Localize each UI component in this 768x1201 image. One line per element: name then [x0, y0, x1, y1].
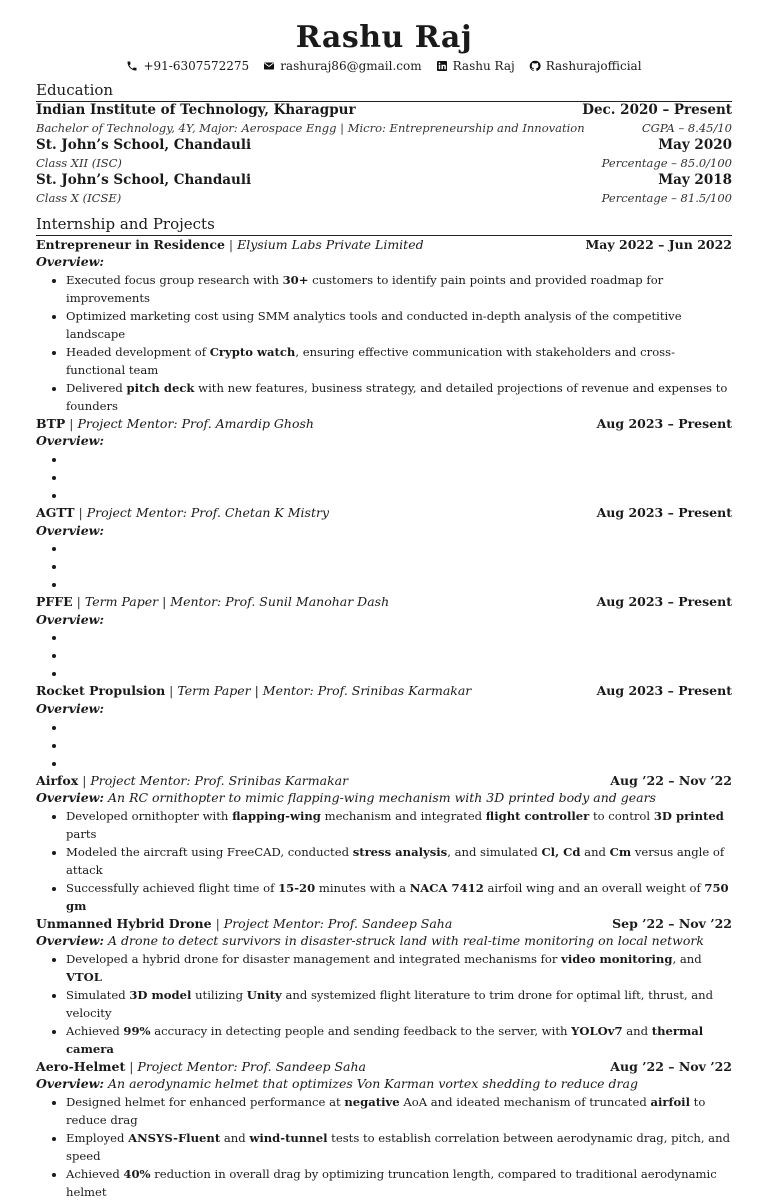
github-text: Rashurajofficial [545, 59, 642, 73]
project-date: Aug 2023 – Present [596, 683, 732, 699]
project-org: Term Paper | Mentor: Prof. Srinibas Karmakar [177, 683, 472, 699]
empty-bullet [66, 718, 732, 736]
edu-detail: Class XII (ISC) [36, 155, 122, 170]
project-date: Aug 2023 – Present [596, 504, 732, 520]
project-title: Unmanned Hybrid Drone [36, 915, 212, 931]
education-entry [36, 137, 732, 172]
edu-score: Percentage – 81.5/100 [601, 190, 732, 205]
bullet-item: • Simulated 3D model utilizing Unity and systemized flight literature to trim drone for optimal lift, thrust, and velocity [66, 986, 732, 1022]
overview-label: Overview: [36, 1076, 105, 1092]
project-org: Project Mentor: Prof. Sandeep Saha [223, 915, 453, 931]
section-projects-heading: Internship and Projects [36, 214, 732, 236]
empty-bullet [66, 486, 732, 504]
overview-text: An aerodynamic helmet that optimizes Von Karman vortex shedding to reduce drag [108, 1076, 638, 1092]
edu-score: Percentage – 85.0/100 [601, 155, 732, 170]
bullet-item: • Headed development of Crypto watch, ensuring effective communication with stakeholders and cross-functional team [66, 343, 732, 379]
empty-bullet [66, 539, 732, 557]
project-org: Project Mentor: Prof. Chetan K Mistry [86, 504, 330, 520]
overview-label: Overview: [36, 522, 105, 538]
school-name: St. John’s School, Chandauli [36, 172, 252, 189]
project-date: Aug ’22 – Nov ’22 [610, 772, 732, 788]
bullet-item: • Successfully achieved flight time of 15-20 minutes with a NACA 7412 airfoil wing and an overall weight of 750 gm [66, 879, 732, 915]
contact-bar [36, 58, 732, 74]
project-date: May 2022 – Jun 2022 [585, 236, 732, 252]
edu-detail: Class X (ICSE) [36, 190, 122, 205]
project-date: Aug 2023 – Present [596, 415, 732, 431]
school-name: St. John’s School, Chandauli [36, 137, 252, 154]
empty-bullet [66, 754, 732, 772]
contact-github[interactable] [529, 58, 642, 74]
project-entry: Aero-Helmet | Project Mentor: Prof. Sandeep Saha Aug ’22 – Nov ’22 Overview: An aerodynamic helmet that optimizes Von Karman vortex shedding to reduce drag • Designed helmet for enhanced performance at negative AoA and ideated mechanism of truncated airfoil to reduce drag • Employed ANSYS-Fluent and wind-tunnel tests to establish correlation between aerodynamic drag, pitch, and speed • Achieved 40% reduction in overall drag by optimizing truncation length, compared to traditional aerodynamic helmet [36, 1058, 732, 1201]
overview-label: Overview: [36, 433, 105, 449]
overview-label: Overview: [36, 254, 105, 270]
resume-page [36, 0, 732, 1201]
project-entry: AGTT | Project Mentor: Prof. Chetan K Mistry Aug 2023 – Present Overview: • • • [36, 504, 732, 593]
bullet-item: • Achieved 40% reduction in overall drag by optimizing truncation length, compared to traditional aerodynamic helmet [66, 1165, 732, 1201]
school-name: Indian Institute of Technology, Kharagpur [36, 102, 356, 118]
project-entry: Entrepreneur in Residence | Elysium Labs Private Limited May 2022 – Jun 2022 Overview: • Executed focus group research with 30+ customers to identify pain points and provided roadmap for improvements • Optimized marketing cost using SMM analytics tools and conducted in-depth analysis of the competitive landscape • Headed development of Crypto watch, ensuring effective communication with stakeholders and cross-functional team • Delivered pitch deck with new features, business strategy, and detailed projections of revenue and expenses to founders [36, 236, 732, 415]
empty-bullet [66, 628, 732, 646]
bullet-item: • Employed ANSYS-Fluent and wind-tunnel tests to establish correlation between aerodynamic drag, pitch, and speed [66, 1129, 732, 1165]
contact-linkedin[interactable] [436, 58, 515, 74]
bullet-item: • Designed helmet for enhanced performance at negative AoA and ideated mechanism of truncated airfoil to reduce drag [66, 1093, 732, 1129]
empty-bullet [66, 646, 732, 664]
overview-label: Overview: [36, 700, 105, 716]
project-entry: Airfox | Project Mentor: Prof. Srinibas Karmakar Aug ’22 – Nov ’22 Overview: An RC ornithopter to mimic flapping-wing mechanism with 3D printed body and gears • Developed ornithopter with flapping-wing mechanism and integrated flight controller to control 3D printed parts • Modeled the aircraft using FreeCAD, conducted stress analysis, and simulated Cl, Cd and Cm versus angle of attack • Successfully achieved flight time of 15-20 minutes with a NACA 7412 airfoil wing and an overall weight of 750 gm [36, 772, 732, 915]
empty-bullet [66, 557, 732, 575]
project-title: Entrepreneur in Residence [36, 236, 225, 252]
linkedin-icon [436, 60, 448, 72]
project-title: PFFE [36, 594, 73, 610]
project-date: Aug ’22 – Nov ’22 [610, 1058, 732, 1074]
overview-text: A drone to detect survivors in disaster-struck land with real-time monitoring on local network [108, 933, 704, 949]
project-entry: PFFE | Term Paper | Mentor: Prof. Sunil Manohar Dash Aug 2023 – Present Overview: • • • [36, 593, 732, 682]
edu-date: May 2020 [658, 137, 732, 154]
project-entry: BTP | Project Mentor: Prof. Amardip Ghosh Aug 2023 – Present Overview: • • • [36, 415, 732, 504]
overview-label: Overview: [36, 790, 105, 806]
project-entry: Rocket Propulsion | Term Paper | Mentor: Prof. Srinibas Karmakar Aug 2023 – Present Overview: • • • [36, 682, 732, 771]
empty-bullet [66, 664, 732, 682]
edu-score: CGPA – 8.45/10 [641, 120, 732, 135]
project-org: Project Mentor: Prof. Sandeep Saha [137, 1058, 366, 1074]
edu-date: May 2018 [658, 172, 732, 189]
overview-text: An RC ornithopter to mimic flapping-wing mechanism with 3D printed body and gears [108, 790, 656, 806]
project-title: Rocket Propulsion [36, 683, 166, 699]
empty-bullet [66, 450, 732, 468]
project-org: Term Paper | Mentor: Prof. Sunil Manohar Dash [84, 594, 390, 610]
edu-detail: Bachelor of Technology, 4Y, Major: Aerospace Engg | Micro: Entrepreneurship and Innovation [36, 120, 585, 135]
edu-date: Dec. 2020 – Present [582, 102, 732, 118]
empty-bullet [66, 468, 732, 486]
project-org: Project Mentor: Prof. Srinibas Karmakar [90, 772, 349, 788]
project-title: Aero-Helmet [36, 1058, 126, 1074]
empty-bullet [66, 575, 732, 593]
project-date: Aug 2023 – Present [596, 594, 732, 610]
project-org: Elysium Labs Private Limited [237, 236, 424, 252]
bullet-item: • Developed ornithopter with flapping-wing mechanism and integrated flight controller to control 3D printed parts [66, 807, 732, 843]
bullet-item: • Achieved 99% accuracy in detecting people and sending feedback to the server, with YOLOv7 and thermal camera [66, 1022, 732, 1058]
linkedin-text: Rashu Raj [452, 59, 515, 73]
email-icon [263, 60, 275, 72]
overview-label: Overview: [36, 611, 105, 627]
bullet-item: • Executed focus group research with 30+ customers to identify pain points and provided roadmap for improvements [66, 271, 732, 307]
empty-bullet [66, 736, 732, 754]
project-date: Sep ’22 – Nov ’22 [612, 915, 732, 931]
project-title: AGTT [36, 504, 75, 520]
bullet-item: • Modeled the aircraft using FreeCAD, conducted stress analysis, and simulated Cl, Cd and Cm versus angle of attack [66, 843, 732, 879]
education-entry [36, 102, 732, 137]
project-title: Airfox [36, 772, 79, 788]
overview-label: Overview: [36, 933, 105, 949]
phone-text: +91-6307572275 [143, 59, 250, 73]
project-org: Project Mentor: Prof. Amardip Ghosh [77, 415, 314, 431]
contact-email[interactable] [263, 58, 421, 74]
bullet-item: • Delivered pitch deck with new features, business strategy, and detailed projections of revenue and expenses to founders [66, 379, 732, 415]
candidate-name: Rashu Raj [295, 20, 473, 55]
project-title: BTP [36, 415, 66, 431]
phone-icon [126, 60, 138, 72]
github-icon [529, 60, 541, 72]
bullet-item: • Optimized marketing cost using SMM analytics tools and conducted in-depth analysis of the competitive landscape [66, 307, 732, 343]
bullet-item: • Developed a hybrid drone for disaster management and integrated mechanisms for video monitoring, and VTOL [66, 950, 732, 986]
education-entry [36, 172, 732, 207]
section-education-heading: Education [36, 80, 732, 102]
email-text: rashuraj86@gmail.com [280, 59, 422, 73]
project-entry: Unmanned Hybrid Drone | Project Mentor: Prof. Sandeep Saha Sep ’22 – Nov ’22 Overview: A drone to detect survivors in disaster-struck land with real-time monitoring on local network • Developed a hybrid drone for disaster management and integrated mechanisms for video monitoring, and VTOL • Simulated 3D model utilizing Unity and systemized flight literature to trim drone for optimal lift, thrust, and velocity • Achieved 99% accuracy in detecting people and sending feedback to the server, with YOLOv7 and thermal camera [36, 915, 732, 1058]
contact-phone[interactable] [126, 58, 249, 74]
